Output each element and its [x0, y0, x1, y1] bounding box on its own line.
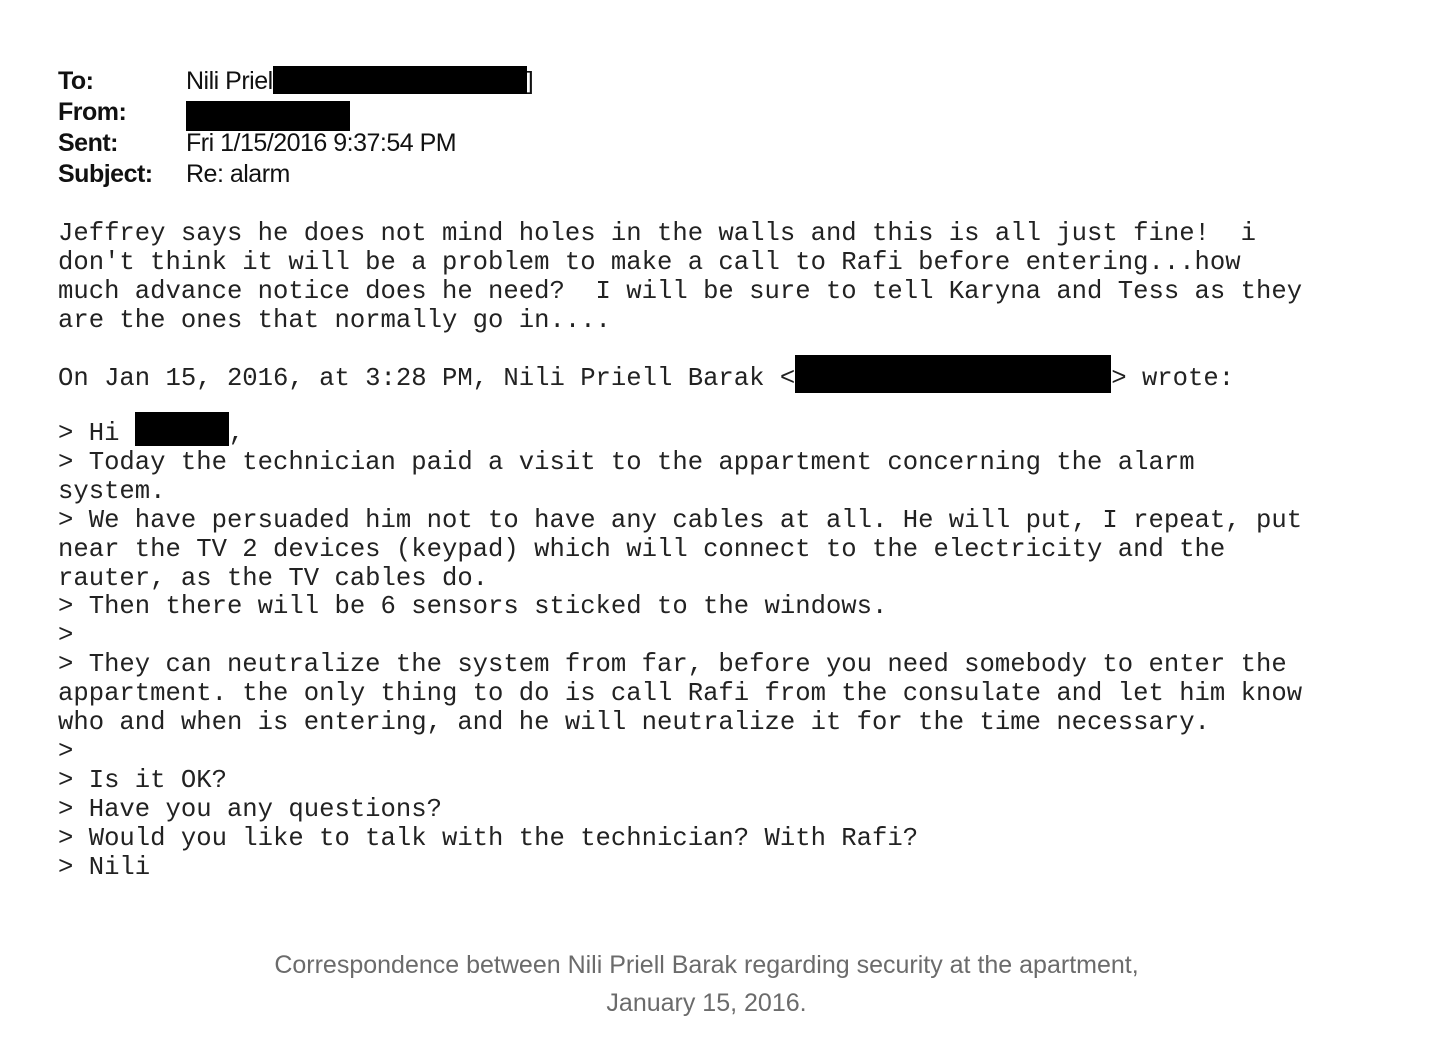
quoted-line: > Is it OK?	[58, 765, 227, 795]
quoted-line: near the TV 2 devices (keypad) which will connect to the electricity and the	[58, 534, 1226, 564]
to-value	[186, 66, 533, 97]
to-name: Nili Priel	[186, 67, 273, 95]
greeting-suffix: ,	[228, 419, 245, 448]
text-line: Jeffrey says he does not mind holes in the walls and this is all just fine! i	[58, 219, 1256, 248]
quoted-line: > Nili	[58, 852, 151, 882]
quoted-line: > We have persuaded him not to have any cables at all. He will put, I repeat, put	[58, 505, 1303, 535]
sent-row	[58, 128, 1358, 159]
quoted-line: >	[58, 621, 74, 651]
quoted-line: > Would you like to talk with the technician? With Rafi?	[58, 823, 919, 853]
quoted-line: system.	[58, 476, 166, 506]
from-value	[186, 97, 350, 131]
quoted-line: >	[58, 736, 74, 766]
text-line: don't think it will be a problem to make a call to Rafi before entering...how	[58, 247, 1241, 277]
text-line: much advance notice does he need? I will be sure to tell Karyna and Tess as they	[58, 276, 1303, 306]
to-bracket: ]	[526, 67, 534, 95]
greeting-prefix: > Hi	[58, 419, 135, 448]
sent-value: Fri 1/15/2016 9:37:54 PM	[186, 129, 457, 157]
email-document	[58, 66, 1358, 882]
reply-paragraph	[58, 220, 1302, 336]
redaction-bar	[186, 101, 350, 131]
caption-line: January 15, 2016.	[606, 989, 807, 1017]
redaction-bar	[135, 412, 229, 446]
text-line: are the ones that normally go in....	[58, 305, 611, 335]
attribution-prefix: On Jan 15, 2016, at 3:28 PM, Nili Priell Barak <	[58, 363, 796, 393]
quoted-line: who and when is entering, and he will neutralize it for the time necessary.	[58, 708, 1210, 738]
image-caption	[0, 946, 1413, 1022]
caption-line: Correspondence between Nili Priell Barak regarding security at the apartment,	[274, 951, 1139, 979]
quoted-line: > They can neutralize the system from far, before you need somebody to enter the	[58, 650, 1287, 680]
redaction-bar	[795, 355, 1111, 393]
from-row	[58, 97, 1358, 128]
to-row	[58, 66, 1358, 97]
quoted-line: > Have you any questions?	[58, 794, 442, 824]
attribution-suffix: > wrote:	[1111, 363, 1235, 393]
quoted-greeting	[58, 419, 244, 448]
sent-label: Sent:	[58, 129, 118, 157]
redaction-bar	[273, 66, 527, 94]
quote-attribution	[58, 363, 1234, 394]
quoted-line: > Then there will be 6 sensors sticked to the windows.	[58, 592, 888, 622]
quoted-line: > Today the technician paid a visit to the appartment concerning the alarm	[58, 447, 1195, 477]
subject-label: Subject:	[58, 160, 153, 188]
quoted-line: appartment. the only thing to do is call Rafi from the consulate and let him know	[58, 679, 1303, 709]
subject-row	[58, 159, 1358, 190]
from-label: From:	[58, 98, 127, 126]
quoted-line: rauter, as the TV cables do.	[58, 563, 489, 593]
quoted-message	[58, 420, 1302, 883]
to-label: To:	[58, 67, 94, 95]
subject-value: Re: alarm	[186, 160, 290, 188]
